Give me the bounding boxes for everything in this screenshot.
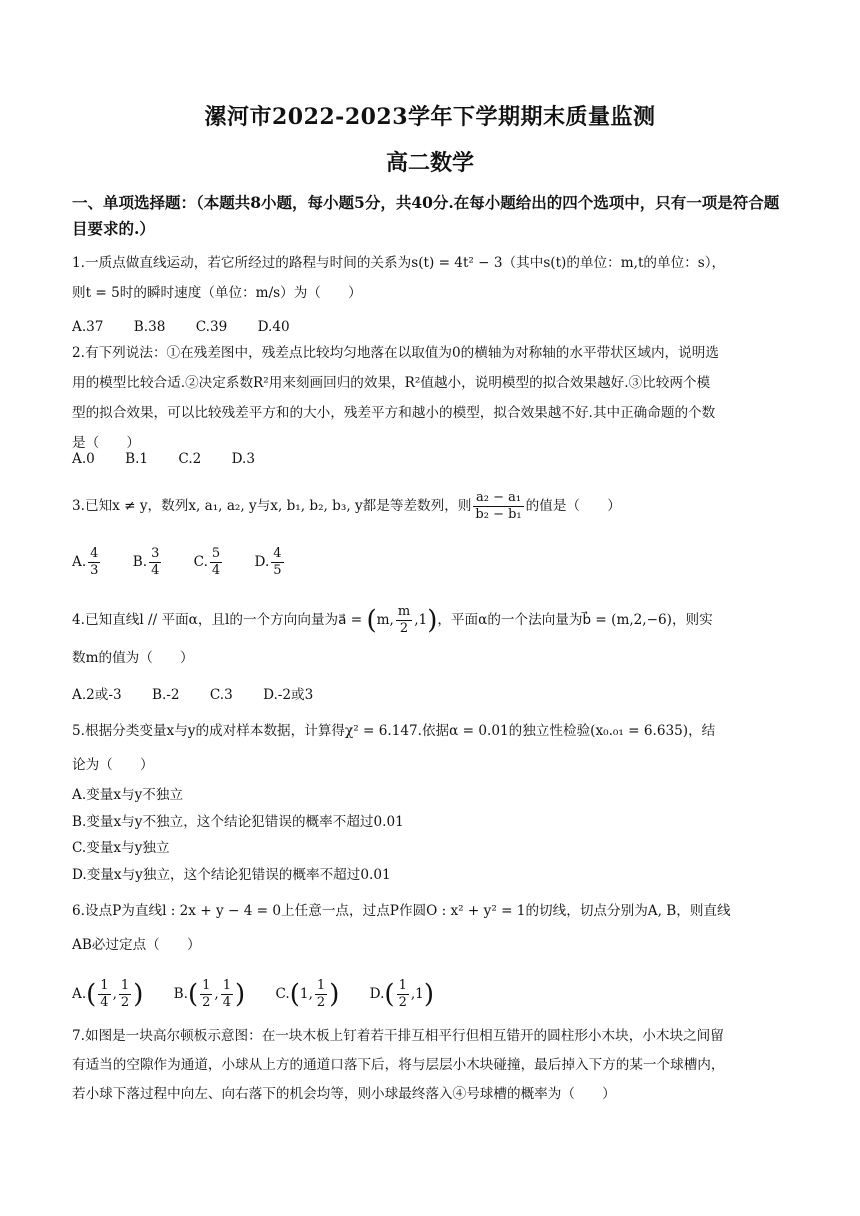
question-3-suffix: 的值是（ ） (525, 498, 621, 514)
option-b[interactable]: B.( $\frac{1}{2}$ , $\frac{1}{4}$ ) (173, 978, 246, 1010)
option-denominator: 3 (90, 563, 99, 578)
option-a[interactable]: A.37 (72, 319, 104, 335)
option-d[interactable]: D.( $\frac{1}{2}$ ,1) (369, 978, 434, 1010)
question-7-line-3: 若小球下落过程中向左、向右落下的机会均等，则小球最终落入④号球槽的概率为（ ） (72, 1086, 616, 1102)
option-label: A. (72, 986, 87, 1002)
question-5-options (72, 782, 404, 888)
question-2-line-4: 是（ ） (72, 435, 140, 451)
vector-a-m: m, (376, 612, 394, 628)
first-denominator: 2 (398, 995, 407, 1010)
first-denominator: 4 (100, 995, 109, 1010)
question-1 (72, 248, 792, 308)
option-d[interactable]: D.3 (231, 451, 256, 467)
option-numerator: 4 (273, 546, 282, 561)
question-4-part-2: ，平面α的一个法向量为b⃗ = (m,2,−6)，则实 (437, 612, 713, 628)
question-1-options (72, 316, 316, 338)
option-denominator: 4 (151, 563, 160, 578)
option-b[interactable]: B.1 (125, 451, 149, 467)
question-3 (72, 486, 792, 526)
section-heading: 一、单项选择题：（本题共8小题，每小题5分，共40分.在每小题给出的四个选项中，只有一项是符合题目要求的.） (72, 193, 780, 238)
second-numerator: 1 (222, 978, 232, 993)
option-c[interactable]: C.39 (195, 319, 228, 335)
question-2-options (72, 448, 281, 470)
option-d[interactable]: D.变量x与y独立，这个结论犯错误的概率不超过0.01 (72, 866, 391, 883)
option-c[interactable]: C.3 (209, 687, 233, 703)
second-denominator: 2 (316, 995, 326, 1010)
option-c[interactable]: C.(1, $\frac{1}{2}$ ) (275, 978, 340, 1010)
question-4-part-1: 4.已知直线l // 平面α，且l的一个方向向量为a⃗ = (72, 612, 367, 628)
first-value: 1, (299, 986, 313, 1002)
question-6 (72, 894, 792, 962)
option-numerator: 3 (151, 546, 160, 561)
second-denominator: 4 (222, 995, 232, 1010)
option-b[interactable]: B.-2 (151, 687, 180, 703)
question-3-prefix: 3.已知x ≠ y，数列x, a₁, a₂, y与x, b₁, b₂, b₃, y都是等差数列，则 (72, 498, 472, 514)
question-2-line-2: 用的模型比较合适.②决定系数R²用来刻画回归的效果，R²值越小，说明模型的拟合效果越好.③比较两个模 (72, 375, 711, 391)
question-3-options (72, 542, 312, 582)
option-label: B. (132, 554, 148, 570)
option-d[interactable]: D.-2或3 (263, 687, 314, 703)
option-c[interactable] (193, 546, 225, 578)
question-6-line-2: AB必过定点（ ） (72, 937, 201, 953)
question-4-line-1: 4.已知直线l // 平面α，且l的一个方向向量为a⃗ = (m, $\frac{m}{2}$ ,1)，平面α的一个法向量为b⃗ = (m,2,−6)，则实 (72, 604, 713, 636)
option-b[interactable]: B.38 (133, 319, 166, 335)
question-4-options (72, 684, 339, 706)
option-numerator: 4 (90, 546, 99, 561)
question-6-options (72, 972, 460, 1016)
option-label: B. (173, 986, 188, 1002)
question-7-line-1: 7.如图是一块高尔顿板示意图：在一块木板上钉着若干排互相平行但相互错开的圆柱形小木块，小木块之间留 (72, 1028, 724, 1044)
question-2 (72, 338, 792, 458)
question-3-fraction (473, 490, 523, 523)
vector-a-end: ,1 (414, 612, 428, 628)
second-denominator: 2 (120, 995, 130, 1010)
option-label: D. (254, 554, 270, 570)
option-a[interactable]: A.变量x与y不独立 (72, 787, 184, 803)
option-a[interactable] (72, 546, 102, 578)
second-value: ,1 (410, 986, 424, 1002)
option-label: C. (193, 554, 208, 570)
second-numerator: 1 (120, 978, 130, 993)
question-1-line-1: 1.一质点做直线运动，若它所经过的路程与时间的关系为s(t) = 4t² − 3（其中s(t)的单位：m,t的单位：s）， (72, 255, 726, 271)
first-numerator: 1 (398, 978, 407, 993)
option-denominator: 5 (273, 563, 282, 578)
option-b[interactable]: B.变量x与y不独立，这个结论犯错误的概率不超过0.01 (72, 813, 404, 830)
question-5 (72, 714, 792, 782)
option-a[interactable]: A.( $\frac{1}{4}$ , $\frac{1}{2}$ ) (72, 978, 144, 1010)
question-4-line-2: 数m的值为（ ） (72, 650, 194, 666)
option-c[interactable]: C.变量x与y独立 (72, 840, 170, 856)
second-numerator: 1 (316, 978, 326, 993)
option-a[interactable]: A.0 (72, 451, 95, 467)
vector-a-numerator: m (397, 604, 411, 619)
question-2-line-1: 2.有下列说法：①在残差图中，残差点比较均匀地落在以取值为0的横轴为对称轴的水平带状区域内，说明选 (72, 345, 719, 361)
option-label: A. (72, 554, 87, 570)
option-a[interactable]: A.2或-3 (72, 687, 122, 703)
question-4 (72, 598, 792, 674)
first-numerator: 1 (202, 978, 211, 993)
question-7-line-2: 有适当的空隙作为通道，小球从上方的通道口落下后，将与层层小木块碰撞，最后掉入下方的某一个球槽内， (72, 1057, 725, 1073)
page-subtitle: 高二数学 (385, 150, 474, 176)
option-label: C. (275, 986, 290, 1002)
first-denominator: 2 (202, 995, 211, 1010)
option-denominator: 4 (211, 563, 221, 578)
question-1-line-2: 则t = 5时的瞬时速度（单位：m/s）为（ ） (72, 285, 362, 301)
question-5-line-1: 5.根据分类变量x与y的成对样本数据，计算得χ² = 6.147.依据α = 0.01的独立性检验(x₀.₀₁ = 6.635)，结 (72, 723, 716, 739)
option-d[interactable]: D.40 (257, 319, 290, 335)
fraction-numerator: a₂ − a₁ (473, 490, 523, 507)
option-label: D. (369, 986, 385, 1002)
option-numerator: 5 (211, 546, 221, 561)
question-2-line-3: 型的拟合效果，可以比较残差平方和的大小，残差平方和越小的模型，拟合效果越不好.其中正确命题的个数 (72, 405, 716, 421)
question-6-line-1: 6.设点P为直线l : 2x + y − 4 = 0上任意一点，过点P作圆O : x² + y² = 1的切线，切点分别为A, B，则直线 (72, 903, 731, 919)
option-d[interactable] (254, 546, 286, 578)
fraction-denominator: b₂ − b₁ (475, 507, 522, 522)
option-b[interactable] (132, 546, 164, 578)
question-5-line-2: 论为（ ） (72, 757, 154, 773)
option-c[interactable]: C.2 (178, 451, 202, 467)
page-title: 漯河市2022-2023学年下学期期末质量监测 (204, 104, 656, 130)
vector-a-denominator: 2 (399, 621, 409, 636)
question-7 (72, 1022, 792, 1109)
first-numerator: 1 (100, 978, 109, 993)
